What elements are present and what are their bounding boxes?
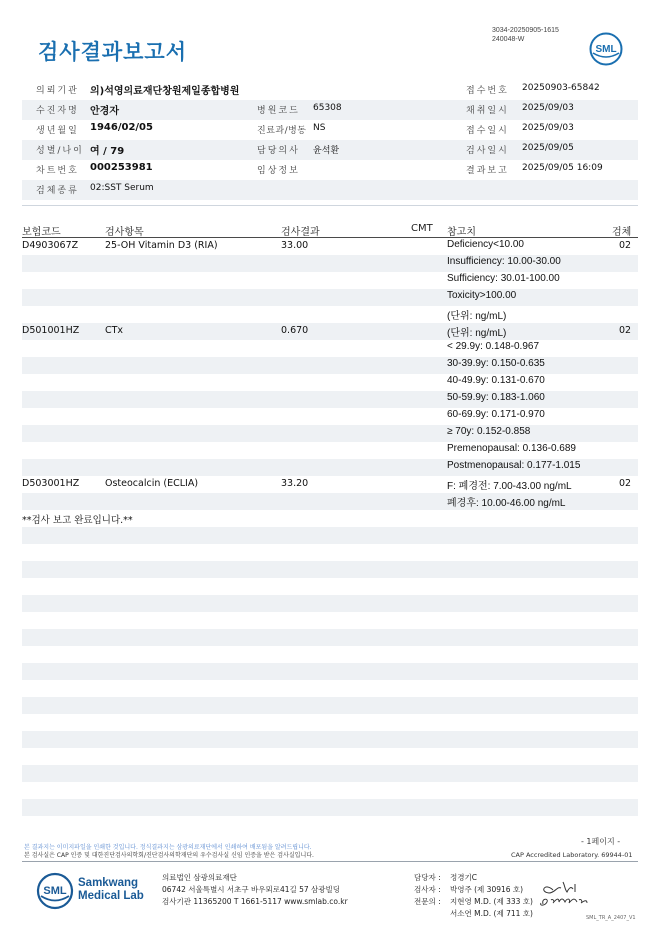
cell-reference: Toxicity>100.00 bbox=[447, 290, 517, 301]
document-id-line-1: 3034-20250905-1615 bbox=[492, 27, 559, 34]
specialist-2-value: 서소연 M.D. (제 711 호) bbox=[450, 909, 533, 918]
doctor-value: 윤석환 bbox=[313, 146, 340, 156]
specimen-value: 02:SST Serum bbox=[90, 183, 154, 193]
hospital-code-value: 65308 bbox=[313, 103, 342, 113]
cell-result: 33.20 bbox=[281, 478, 309, 489]
table-row bbox=[22, 323, 638, 340]
samkwang-logo-name bbox=[78, 877, 144, 903]
table-row bbox=[22, 782, 638, 799]
table-row bbox=[22, 731, 638, 748]
sex-age-label: 성별/나이 bbox=[36, 146, 84, 156]
table-row bbox=[22, 663, 638, 680]
org-line-3: 검사기관 11365200 T 1661-5117 www.smlab.co.kr bbox=[162, 897, 348, 906]
table-row bbox=[22, 510, 638, 527]
cell-insurance-code: D501001HZ bbox=[22, 325, 80, 336]
info-row-4 bbox=[22, 140, 638, 160]
info-divider bbox=[22, 205, 638, 206]
table-row bbox=[22, 527, 638, 544]
collect-date-value: 2025/09/03 bbox=[522, 103, 574, 113]
cell-specimen: 02 bbox=[619, 325, 632, 336]
report-title: 검사결과보고서 bbox=[38, 40, 188, 64]
cell-specimen: 02 bbox=[619, 240, 632, 251]
table-row bbox=[22, 340, 638, 357]
table-row bbox=[22, 238, 638, 255]
samkwang-logo bbox=[36, 872, 166, 912]
table-row bbox=[22, 391, 638, 408]
cap-accreditation: CAP Accredited Laboratory. 69944-01 bbox=[511, 851, 633, 859]
logo-name-line-2: Medical Lab bbox=[78, 890, 144, 902]
samkwang-logo-mark bbox=[36, 872, 74, 910]
institution-label: 의뢰기관 bbox=[36, 86, 79, 96]
samkwang-logo-mark-text: SML bbox=[43, 885, 67, 897]
chart-no-value: 000253981 bbox=[90, 162, 153, 173]
table-row bbox=[22, 612, 638, 629]
org-line-2: 06742 서울특별시 서초구 바우뫼로41길 57 삼광빌딩 bbox=[162, 885, 341, 894]
hospital-code-label: 병원코드 bbox=[257, 106, 300, 116]
report-date-label: 결과보고 bbox=[466, 166, 509, 176]
info-row-3 bbox=[22, 120, 638, 140]
cell-result: 0.670 bbox=[281, 325, 309, 336]
header-insurance-code: 보험코드 bbox=[22, 227, 61, 238]
test-date-value: 2025/09/05 bbox=[522, 143, 574, 153]
cell-reference: (단위: ng/mL) bbox=[447, 311, 507, 322]
table-row bbox=[22, 765, 638, 782]
chart-no-label: 차트번호 bbox=[36, 166, 79, 176]
table-row bbox=[22, 646, 638, 663]
header-reference: 참고치 bbox=[447, 227, 476, 238]
tester-value: 박영주 (제 30916 호) bbox=[450, 885, 524, 894]
cell-result: 33.00 bbox=[281, 240, 309, 251]
document-id bbox=[492, 26, 559, 44]
cell-test-item: Osteocalcin (ECLIA) bbox=[105, 478, 199, 489]
sml-badge-text: SML bbox=[595, 44, 617, 55]
page-number: - 1페이지 - bbox=[581, 837, 621, 846]
cell-reference: 60-69.9y: 0.171-0.970 bbox=[447, 409, 545, 420]
sml-badge-logo bbox=[589, 32, 623, 66]
handwritten-signature bbox=[535, 876, 615, 908]
patient-info bbox=[22, 80, 638, 200]
cell-reference: 30-39.9y: 0.150-0.635 bbox=[447, 358, 545, 369]
table-row bbox=[22, 714, 638, 731]
cell-reference: F: 폐경전: 7.00-43.00 ng/mL bbox=[447, 481, 572, 492]
cell-test-item: CTx bbox=[105, 325, 124, 336]
table-row bbox=[22, 629, 638, 646]
table-row bbox=[22, 408, 638, 425]
table-row bbox=[22, 442, 638, 459]
table-row bbox=[22, 289, 638, 306]
cell-reference: Sufficiency: 30.01-100.00 bbox=[447, 273, 560, 284]
table-row bbox=[22, 493, 638, 510]
tester-label: 검사자 : bbox=[414, 885, 441, 894]
table-row bbox=[22, 255, 638, 272]
dept-label: 진료과/병동 bbox=[257, 126, 307, 136]
results-table-body bbox=[22, 238, 638, 833]
table-row bbox=[22, 476, 638, 493]
cell-reference: Premenopausal: 0.136-0.689 bbox=[447, 443, 576, 454]
table-row bbox=[22, 816, 638, 833]
collect-date-label: 채취일시 bbox=[466, 106, 509, 116]
specialist-1-value: 지현영 M.D. (제 333 호) bbox=[450, 897, 533, 906]
clinical-label: 임상정보 bbox=[257, 166, 300, 176]
table-row bbox=[22, 595, 638, 612]
info-row-5 bbox=[22, 160, 638, 180]
header-specimen: 검체 bbox=[612, 227, 632, 238]
table-row bbox=[22, 544, 638, 561]
table-row bbox=[22, 561, 638, 578]
cell-reference: 폐경후: 10.00-46.00 ng/mL bbox=[447, 498, 566, 509]
table-row bbox=[22, 306, 638, 323]
specimen-label: 검체종류 bbox=[36, 186, 79, 196]
table-row bbox=[22, 799, 638, 816]
table-row bbox=[22, 357, 638, 374]
table-row bbox=[22, 748, 638, 765]
image-print-disclaimer: 본 결과지는 이미지파일을 인쇄한 것입니다. 정식결과지는 삼광의료재단에서 인쇄하여 배포됨을 알려드립니다. bbox=[24, 844, 312, 851]
form-code: SML_TR_A_2407_V1 bbox=[586, 915, 636, 921]
dob-label: 생년월일 bbox=[36, 126, 79, 136]
table-row bbox=[22, 578, 638, 595]
table-row bbox=[22, 425, 638, 442]
receive-date-label: 접수일시 bbox=[466, 126, 509, 136]
results-table bbox=[22, 222, 638, 833]
manager-value: 정경기C bbox=[450, 873, 477, 882]
results-table-header bbox=[22, 222, 638, 238]
footer-divider bbox=[22, 861, 638, 862]
cell-reference: Postmenopausal: 0.177-1.015 bbox=[447, 460, 581, 471]
name-label: 수진자명 bbox=[36, 106, 79, 116]
test-date-label: 검사일시 bbox=[466, 146, 509, 156]
info-row-6 bbox=[22, 180, 638, 200]
table-row bbox=[22, 680, 638, 697]
dept-value: NS bbox=[313, 123, 326, 133]
cell-insurance-code: D4903067Z bbox=[22, 240, 79, 251]
doctor-label: 담당의사 bbox=[257, 146, 300, 156]
cell-reference: ≥ 70y: 0.152-0.858 bbox=[447, 426, 531, 437]
header-cmt: CMT bbox=[411, 223, 433, 234]
table-row bbox=[22, 374, 638, 391]
receipt-no-value: 20250903-65842 bbox=[522, 83, 600, 93]
org-line-1: 의료법인 삼광의료재단 bbox=[162, 873, 237, 882]
cell-reference: (단위: ng/mL) bbox=[447, 328, 507, 339]
name-value: 안경자 bbox=[90, 106, 119, 117]
receipt-no-label: 접수번호 bbox=[466, 86, 509, 96]
table-row bbox=[22, 459, 638, 476]
logo-name-line-1: Samkwang bbox=[78, 877, 139, 889]
cell-test-item: 25-OH Vitamin D3 (RIA) bbox=[105, 240, 218, 251]
header-test-item: 검사항목 bbox=[105, 227, 144, 238]
cell-reference: < 29.9y: 0.148-0.967 bbox=[447, 341, 540, 352]
staff-info bbox=[414, 872, 533, 920]
header-result: 검사결과 bbox=[281, 227, 320, 238]
institution-value: 의)석영의료재단창원제일종합병원 bbox=[90, 86, 240, 97]
specialist-label: 전문의 : bbox=[414, 897, 441, 906]
cell-insurance-code: D503001HZ bbox=[22, 478, 80, 489]
info-row-2 bbox=[22, 100, 638, 120]
document-id-line-2: 240048-W bbox=[492, 36, 525, 43]
table-row bbox=[22, 272, 638, 289]
cell-reference: 50-59.9y: 0.183-1.060 bbox=[447, 392, 545, 403]
cell-reference: Deficiency<10.00 bbox=[447, 239, 524, 250]
organization-info bbox=[162, 872, 348, 908]
cell-reference: Insufficiency: 10.00-30.00 bbox=[447, 256, 561, 267]
dob-value: 1946/02/05 bbox=[90, 122, 153, 133]
cell-reference: 40-49.9y: 0.131-0.670 bbox=[447, 375, 545, 386]
cell-insurance-code: **검사 보고 완료입니다.** bbox=[22, 515, 133, 526]
manager-label: 담당자 : bbox=[414, 873, 441, 882]
cell-specimen: 02 bbox=[619, 478, 632, 489]
sex-age-value: 여 / 79 bbox=[90, 146, 125, 157]
table-row bbox=[22, 697, 638, 714]
receive-date-value: 2025/09/03 bbox=[522, 123, 574, 133]
certification-note: 본 검사실은 CAP 인증 및 대한진단검사의학회/진단검사의학재단의 우수검사실 신임 인증을 받은 검사실입니다. bbox=[24, 852, 314, 859]
info-row-1 bbox=[22, 80, 638, 100]
report-date-value: 2025/09/05 16:09 bbox=[522, 163, 603, 173]
